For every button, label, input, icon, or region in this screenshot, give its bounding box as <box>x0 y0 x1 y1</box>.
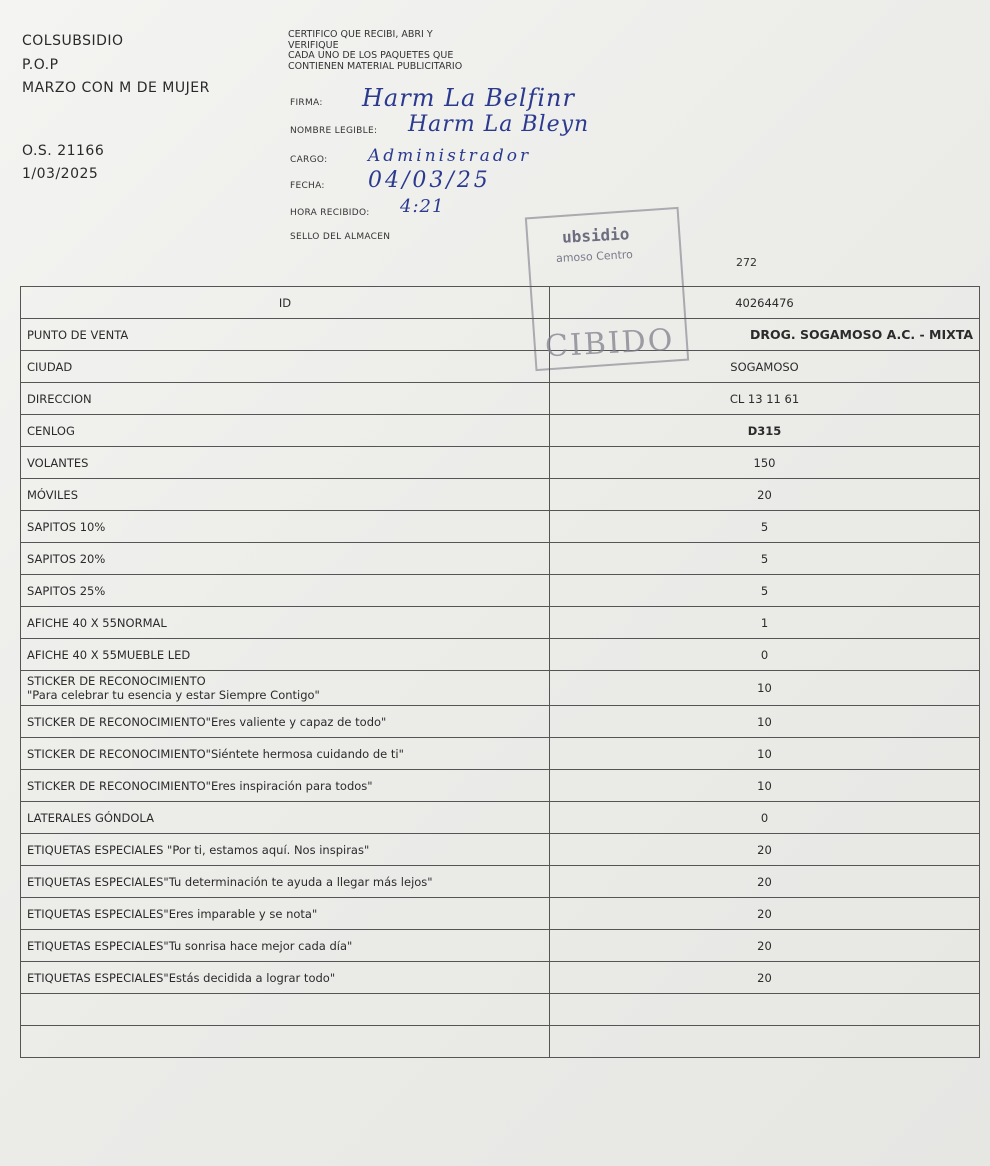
nombre-value: Harm La Bleyn <box>408 112 590 137</box>
item-label: STICKER DE RECONOCIMIENTO"Eres inspiración para todos" <box>21 770 550 802</box>
item-quantity: 1 <box>550 607 980 639</box>
table-row <box>21 930 980 962</box>
company-name: COLSUBSIDIO <box>22 33 124 49</box>
table-row <box>21 866 980 898</box>
item-label: SAPITOS 20% <box>21 543 550 575</box>
campaign-name: MARZO CON M DE MUJER <box>22 80 210 96</box>
item-quantity: 0 <box>550 802 980 834</box>
table-row <box>21 994 980 1026</box>
hora-label: HORA RECIBIDO: <box>290 208 370 218</box>
table-row <box>21 770 980 802</box>
certification-text <box>288 30 462 72</box>
item-label: ETIQUETAS ESPECIALES"Estás decidida a lograr todo" <box>21 962 550 994</box>
table-row <box>21 706 980 738</box>
item-label: CENLOG <box>21 415 550 447</box>
item-quantity: 20 <box>550 962 980 994</box>
item-quantity: 5 <box>550 511 980 543</box>
id-label: ID <box>21 287 550 319</box>
cert-line: CADA UNO DE LOS PAQUETES QUE <box>288 50 454 61</box>
item-label: VOLANTES <box>21 447 550 479</box>
item-quantity: 0 <box>550 639 980 671</box>
table-row <box>21 447 980 479</box>
item-quantity: 20 <box>550 898 980 930</box>
table-row <box>21 802 980 834</box>
item-quantity: 150 <box>550 447 980 479</box>
item-quantity: SOGAMOSO <box>550 351 980 383</box>
table-row <box>21 1026 980 1058</box>
department: P.O.P <box>22 57 59 73</box>
stamp-location: amoso Centro <box>555 247 634 266</box>
item-quantity: 5 <box>550 543 980 575</box>
table-row <box>21 351 980 383</box>
item-label <box>21 671 550 706</box>
item-quantity <box>550 994 980 1026</box>
fecha-value: 04/03/25 <box>368 168 491 193</box>
table-row <box>21 511 980 543</box>
item-label: STICKER DE RECONOCIMIENTO"Siéntete hermosa cuidando de ti" <box>21 738 550 770</box>
item-label: ETIQUETAS ESPECIALES"Tu determinación te ayuda a llegar más lejos" <box>21 866 550 898</box>
nombre-label: NOMBRE LEGIBLE: <box>290 126 378 136</box>
cargo-label: CARGO: <box>290 155 328 165</box>
sheet-number: 272 <box>736 256 757 269</box>
table-row <box>21 543 980 575</box>
item-label: ETIQUETAS ESPECIALES"Eres imparable y se nota" <box>21 898 550 930</box>
table-row <box>21 671 980 706</box>
cert-line: CONTIENEN MATERIAL PUBLICITARIO <box>288 60 463 72</box>
item-quantity: DROG. SOGAMOSO A.C. - MIXTA <box>550 319 980 351</box>
cert-line: CERTIFICO QUE RECIBI, ABRI Y <box>288 29 433 40</box>
item-label <box>21 994 550 1026</box>
table-row <box>21 383 980 415</box>
item-label: PUNTO DE VENTA <box>21 319 550 351</box>
document-date: 1/03/2025 <box>22 166 99 182</box>
item-label <box>21 1026 550 1058</box>
item-label-line: "Para celebrar tu esencia y estar Siempre Contigo" <box>27 688 320 702</box>
item-label: SAPITOS 10% <box>21 511 550 543</box>
item-quantity: 5 <box>550 575 980 607</box>
item-label: MÓVILES <box>21 479 550 511</box>
item-label: CIUDAD <box>21 351 550 383</box>
sello-label: SELLO DEL ALMACEN <box>290 232 391 242</box>
item-label: STICKER DE RECONOCIMIENTO"Eres valiente y capaz de todo" <box>21 706 550 738</box>
table-row <box>21 479 980 511</box>
materials-table <box>20 286 980 1058</box>
item-quantity: 20 <box>550 930 980 962</box>
item-quantity: CL 13 11 61 <box>550 383 980 415</box>
cert-line: VERIFIQUE <box>288 39 339 51</box>
item-quantity: 20 <box>550 479 980 511</box>
item-label: AFICHE 40 X 55MUEBLE LED <box>21 639 550 671</box>
item-label: ETIQUETAS ESPECIALES "Por ti, estamos aquí. Nos inspiras" <box>21 834 550 866</box>
table-row <box>21 738 980 770</box>
stamp-text: ubsidio <box>561 224 630 247</box>
stamp-received: CIBIDO <box>544 322 676 365</box>
item-quantity <box>550 1026 980 1058</box>
item-label: AFICHE 40 X 55NORMAL <box>21 607 550 639</box>
item-quantity: 20 <box>550 866 980 898</box>
id-value: 40264476 <box>550 287 980 319</box>
item-quantity: 10 <box>550 738 980 770</box>
table-row <box>21 898 980 930</box>
table-row <box>21 607 980 639</box>
table-row <box>21 415 980 447</box>
hora-value: 4:21 <box>400 196 445 217</box>
cargo-value: Administrador <box>368 146 532 166</box>
firma-label: FIRMA: <box>290 98 323 108</box>
item-label-line: STICKER DE RECONOCIMIENTO <box>27 674 206 688</box>
item-quantity: 20 <box>550 834 980 866</box>
item-quantity: 10 <box>550 671 980 706</box>
table-row-id <box>21 287 980 319</box>
item-label: LATERALES GÓNDOLA <box>21 802 550 834</box>
item-quantity: 10 <box>550 706 980 738</box>
table-row <box>21 575 980 607</box>
fecha-label: FECHA: <box>290 181 325 191</box>
table-row <box>21 962 980 994</box>
item-label: ETIQUETAS ESPECIALES"Tu sonrisa hace mejor cada día" <box>21 930 550 962</box>
order-number: O.S. 21166 <box>22 143 105 159</box>
table-row <box>21 319 980 351</box>
item-quantity: 10 <box>550 770 980 802</box>
table-row <box>21 834 980 866</box>
firma-signature: Harm La Belfinr <box>362 84 575 112</box>
table-row <box>21 639 980 671</box>
item-quantity: D315 <box>550 415 980 447</box>
item-label: SAPITOS 25% <box>21 575 550 607</box>
item-label: DIRECCION <box>21 383 550 415</box>
